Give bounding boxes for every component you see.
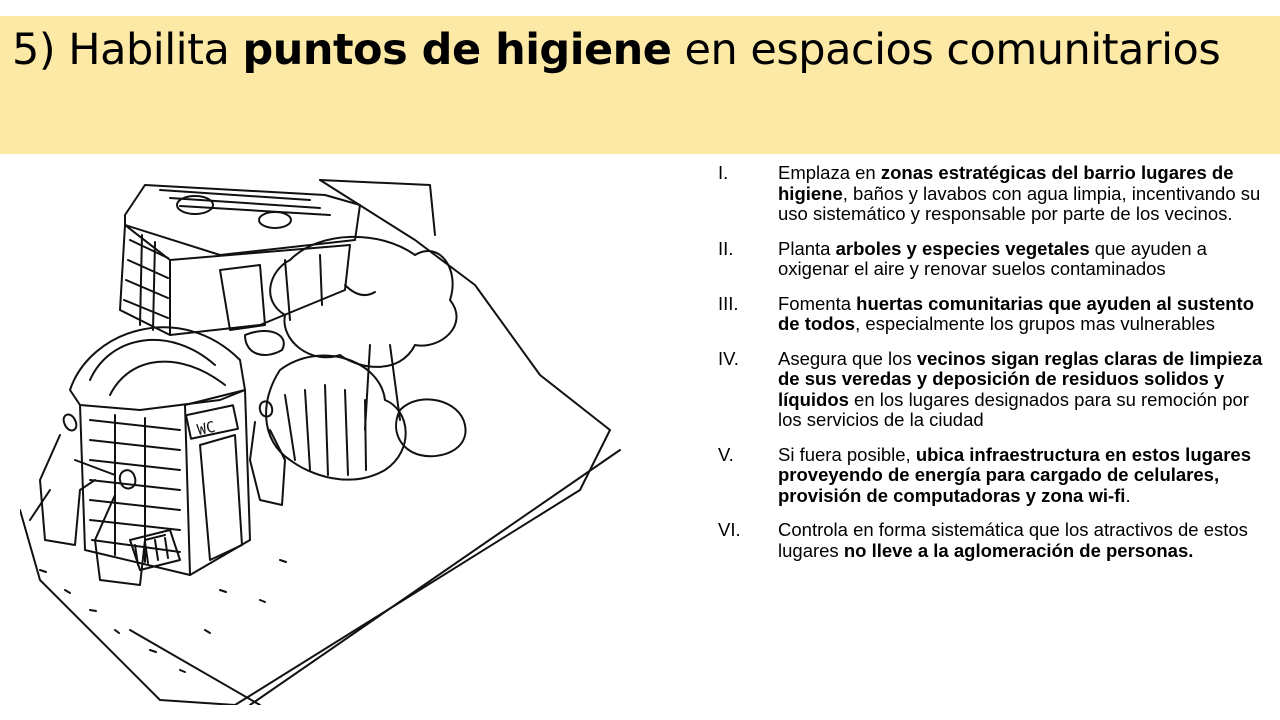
roman-numeral: IV. [718,347,739,369]
emphasis-text: vecinos sigan reglas claras de limpieza de sus veredas y deposición de residuos solidos y líquidos [778,347,1263,410]
list-item [718,349,1263,431]
item-text: , especialmente los grupos mas vulnerables [855,313,1216,334]
item-text: Asegura que los [778,347,917,369]
list-item [718,445,1263,507]
emphasis-text: zonas estratégicas del barrio lugares de higiene [778,162,1234,204]
item-text: Fomenta [778,292,857,314]
person-right [250,401,285,505]
title-bold: puntos de higiene [242,25,672,75]
roman-numeral: I. [718,162,729,183]
roman-numeral: VI. [718,519,741,540]
recommendation-list [718,163,1263,575]
item-text: que ayuden a oxigenar el aire y renovar suelos contaminados [778,237,1207,279]
item-text: , baños y lavabos con agua limpia, incentivando su uso sistemático y responsable por parte de los vecinos. [778,182,1261,224]
item-text: Planta [778,237,836,259]
hygiene-point-sketch [20,160,630,705]
person-left [40,415,95,545]
list-item [718,520,1263,561]
tree-canopy [270,237,456,367]
item-text: Si fuera posible, [778,443,916,465]
item-text: . [1125,484,1131,506]
item-text: en los lugares designados para su remoción por los servicios de la ciudad [778,388,1249,430]
list-item [718,163,1263,225]
slide-title [12,22,1262,78]
list-item [718,294,1263,335]
roman-numeral: III. [718,292,739,314]
roman-numeral: V. [718,443,734,465]
wc-sign: WC [195,417,217,440]
list-item [718,239,1263,280]
emphasis-text: huertas comunitarias que ayuden al sustento de todos [778,292,1255,334]
roman-numeral: II. [718,237,734,259]
item-text: Emplaza en [778,162,881,183]
title-prefix: 5) Habilita [12,25,243,75]
emphasis-text: arboles y especies vegetales [835,237,1090,259]
emphasis-text: no lleve a la aglomeración de personas. [843,539,1194,561]
title-suffix: en espacios comunitarios [671,25,1221,75]
item-text: Controla en forma sistemática que los atractivos de estos lugares [778,519,1248,561]
emphasis-text: ubica infraestructura en estos lugares proveyendo de energía para cargado de celulares, provisión de computadoras y zona wi-fi [778,443,1251,506]
